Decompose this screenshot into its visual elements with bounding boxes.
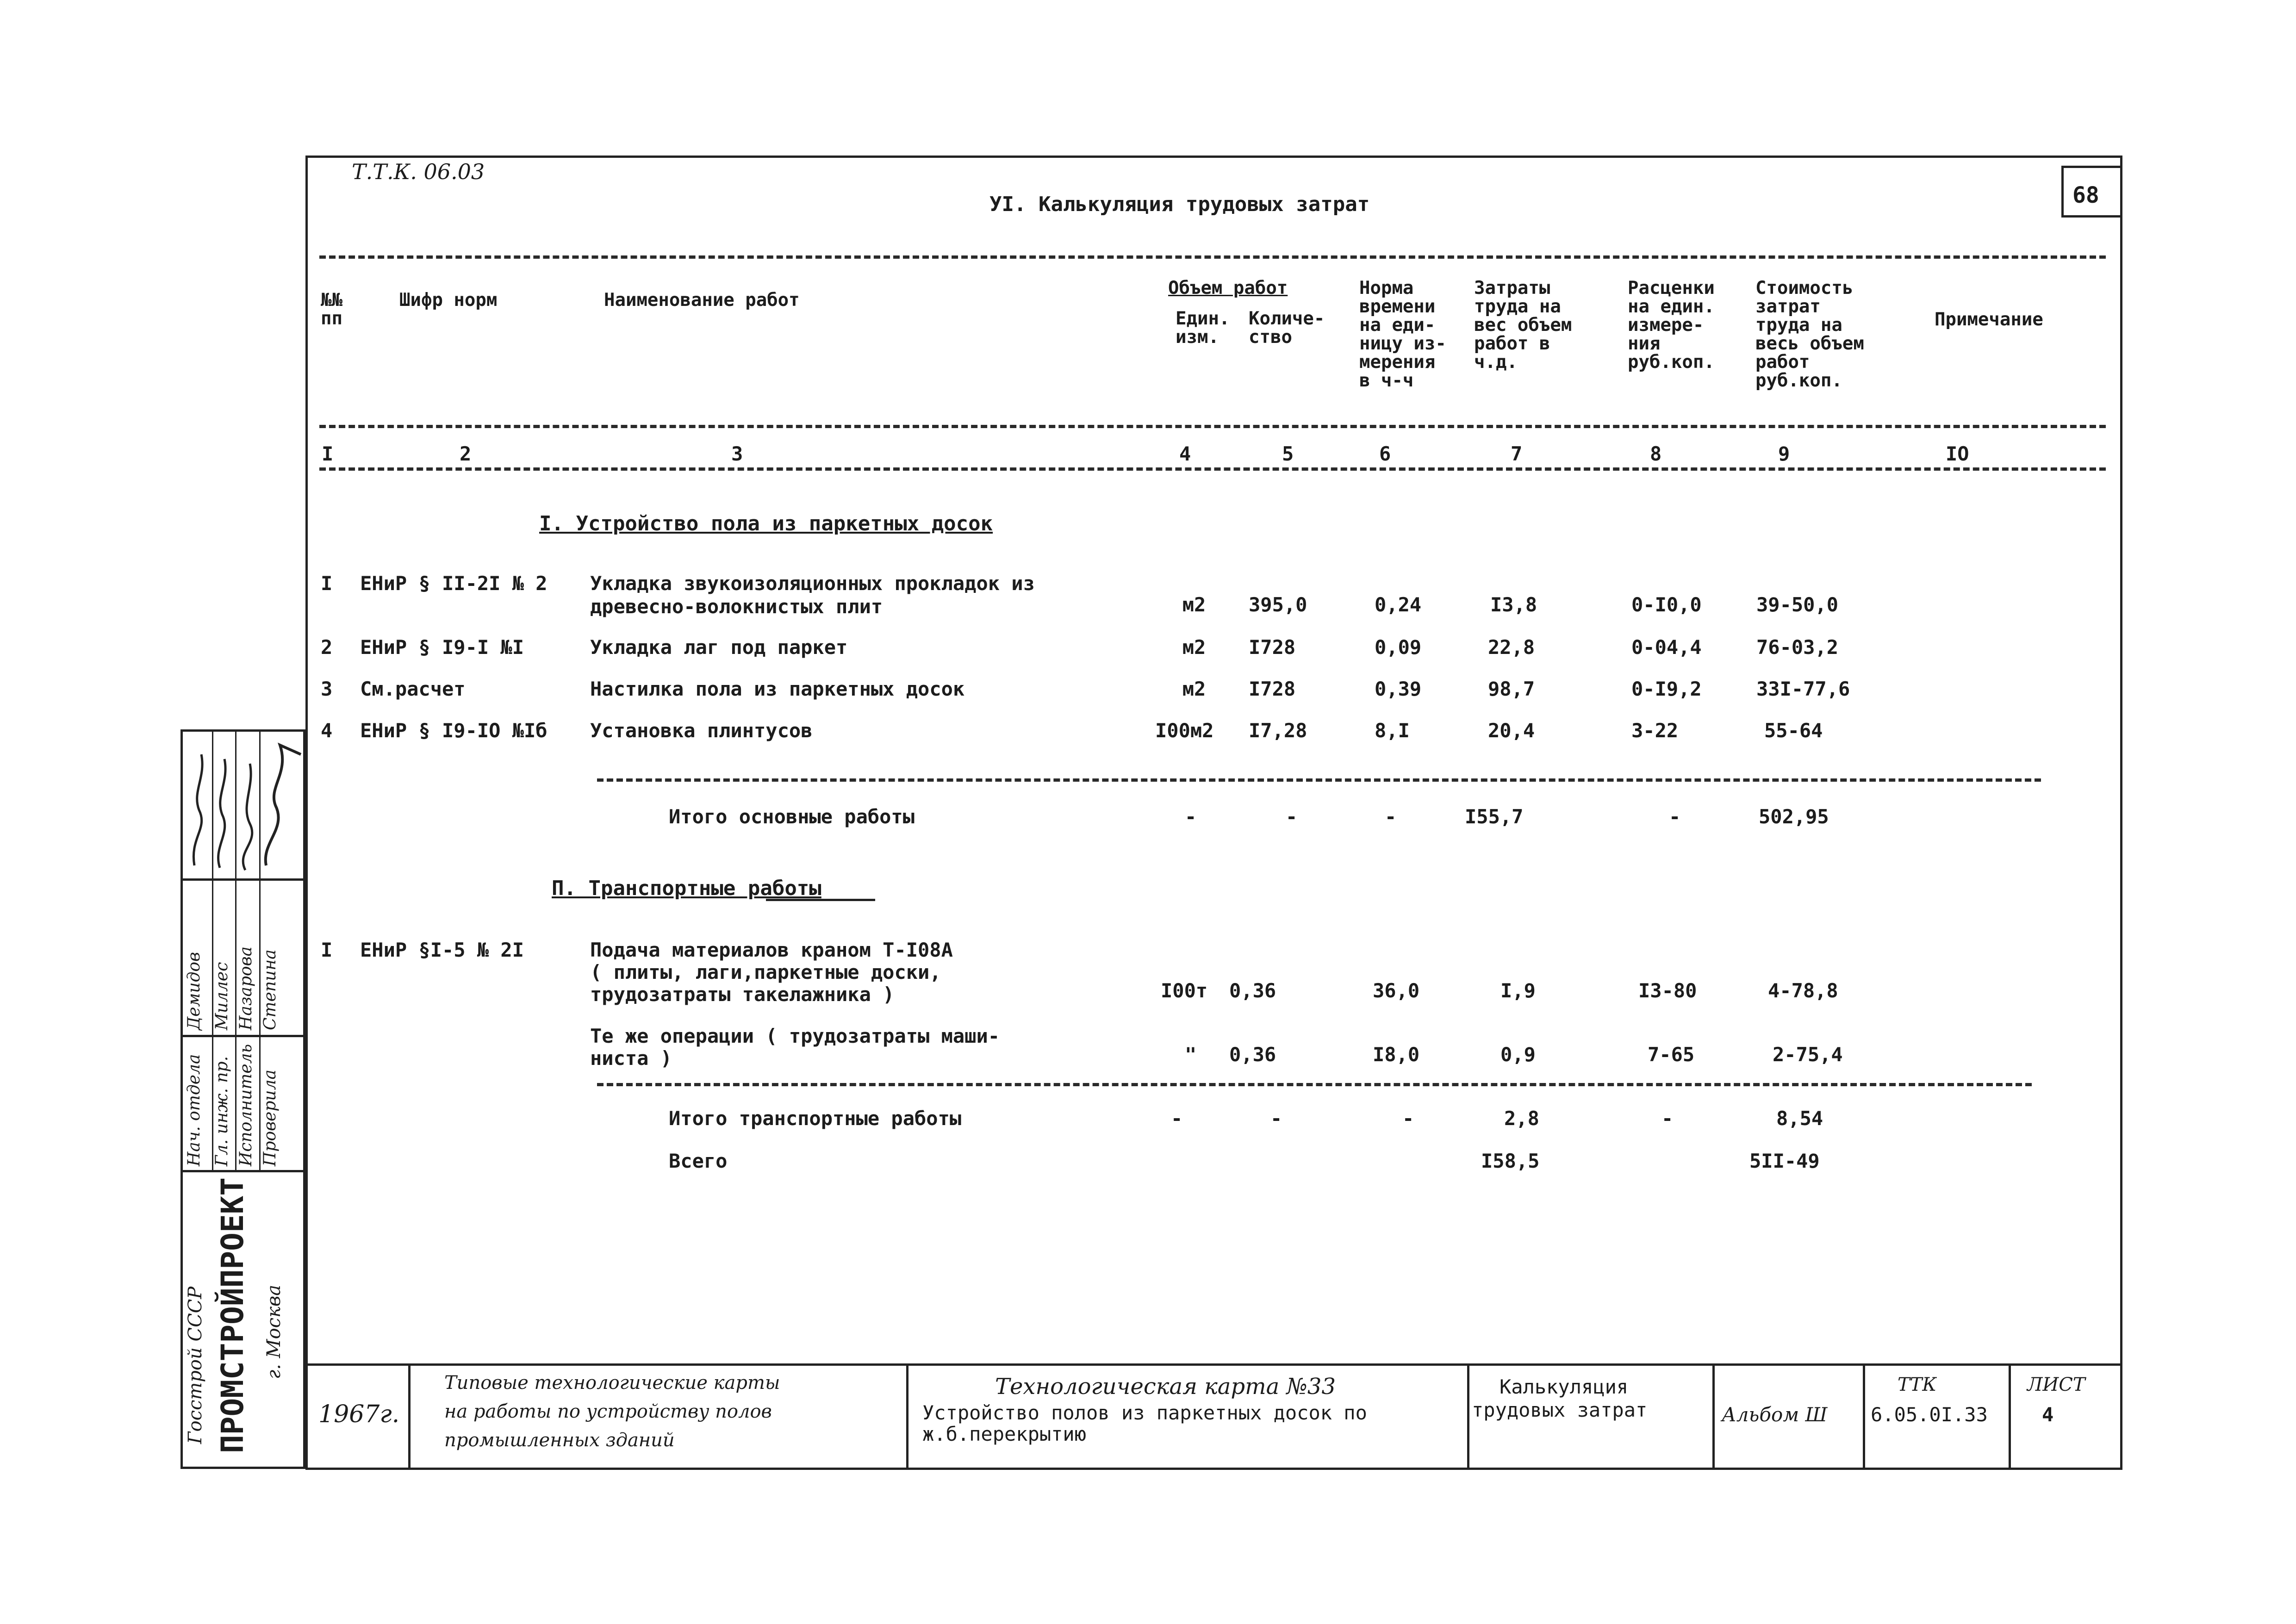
section2-total-rule <box>597 1083 2032 1086</box>
s1-row3-qty: I728 <box>1249 678 1296 700</box>
s2-row1-code: ЕНиР §I-5 № 2I <box>360 939 524 961</box>
tb-ttk-code: 6.05.0I.33 <box>1871 1403 1988 1426</box>
doc-code: Т.Т.К. 06.03 <box>352 159 485 184</box>
s2-row2-name-l1: Те же операции ( трудозатраты маши- <box>590 1025 1000 1047</box>
s2-row1-rate: I3-80 <box>1638 979 1697 1002</box>
s2-total-label: Итого транспортные работы <box>669 1107 962 1130</box>
grand-total-labor: I58,5 <box>1481 1150 1540 1172</box>
s1-row1-code: ЕНиР § II-2I № 2 <box>360 572 548 595</box>
s1-total-labor: I55,7 <box>1465 805 1524 828</box>
tb-series-l2: на работы по устройству полов <box>444 1401 772 1422</box>
s2-row1-qty: 0,36 <box>1229 979 1276 1002</box>
hdr-norm-l5: мерения <box>1359 352 1436 373</box>
s1-row2-qty: I728 <box>1249 636 1296 659</box>
hdr-rate-l2: на един. <box>1628 296 1715 317</box>
s1-row1-cost: 39-50,0 <box>1756 593 1839 616</box>
s1-row2-unit: м2 <box>1182 636 1206 659</box>
hdr-qty-l1: Количе- <box>1249 308 1325 329</box>
hdr-unit-l2: изм. <box>1176 327 1219 348</box>
hdr-qty-l2: ство <box>1249 327 1292 348</box>
tb-ttk-label: ТТК <box>1898 1374 1937 1395</box>
hdr-labor-l4: работ в <box>1474 333 1550 354</box>
s1-row2-code: ЕНиР § I9-I №I <box>360 636 524 659</box>
s2-row1-norm: 36,0 <box>1373 979 1420 1002</box>
s2-row2-rate: 7-65 <box>1648 1043 1695 1066</box>
s1-row1-unit: м2 <box>1182 593 1206 616</box>
side-role-4: Проверила <box>261 1070 280 1166</box>
tb-card-title: Технологическая карта №33 <box>995 1374 1336 1400</box>
side-div-org <box>180 1170 305 1172</box>
tb-sheet-num: 4 <box>2042 1403 2054 1426</box>
s2-row1-unit: I00т <box>1161 979 1208 1002</box>
signatures <box>180 736 305 875</box>
s1-row2-name-l1: Укладка лаг под паркет <box>590 636 848 659</box>
s2-row1-cost: 4-78,8 <box>1768 979 1838 1002</box>
s1-row2-norm: 0,09 <box>1375 636 1422 659</box>
s1-row3-norm: 0,39 <box>1375 678 1422 700</box>
s1-row4-name-l1: Установка плинтусов <box>590 719 813 742</box>
grand-total-cost: 5II-49 <box>1749 1150 1820 1172</box>
hdr-cost <box>1755 278 1864 392</box>
col-num-4: 4 <box>1179 442 1191 465</box>
tb-year: 1967г. <box>318 1400 400 1428</box>
tb-album: Альбом Ш <box>1722 1403 1828 1426</box>
hdr-cost-l2: затрат <box>1755 296 1821 317</box>
hdr-labor-l2: труда на <box>1474 296 1561 317</box>
hdr-norm-l1: Норма <box>1359 278 1414 299</box>
side-role-2: Гл. инж. пр. <box>212 1056 231 1166</box>
section1-title: I. Устройство пола из паркетных досок <box>539 512 993 535</box>
header-rule-mid <box>319 425 2106 428</box>
s2-row1-name-l2: ( плиты, лаги,паркетные доски, <box>590 961 941 983</box>
s1-row1-labor: I3,8 <box>1490 593 1537 616</box>
hdr-volume: Объем работ <box>1168 278 1288 299</box>
s1-row4-labor: 20,4 <box>1488 719 1535 742</box>
header-rule-top <box>319 255 2106 259</box>
tb-div-6 <box>2009 1363 2011 1470</box>
hdr-num-l2: пп <box>321 308 342 329</box>
hdr-labor-l5: ч.д. <box>1474 352 1518 373</box>
section1-total-rule <box>597 778 2041 782</box>
s1-row4-unit: I00м2 <box>1155 719 1214 742</box>
hdr-norm-l6: в ч-ч <box>1359 370 1414 391</box>
col-num-2: 2 <box>460 442 472 465</box>
s1-total-cost: 502,95 <box>1759 805 1829 828</box>
section2-title: П. Транспортные работы <box>552 877 821 900</box>
s1-row2-rate: 0-04,4 <box>1631 636 1702 659</box>
tb-div-1 <box>408 1363 411 1470</box>
s2-total-labor: 2,8 <box>1504 1107 1539 1130</box>
tb-card-desc-l2: ж.б.перекрытию <box>922 1423 1087 1445</box>
s1-row3-code: См.расчет <box>360 678 466 700</box>
s1-row2-cost: 76-03,2 <box>1756 636 1839 659</box>
hdr-cost-l1: Стоимость <box>1755 278 1854 299</box>
hdr-code: Шифр норм <box>399 290 498 311</box>
side-org-city: г. Москва <box>263 1284 285 1379</box>
side-name-1: Демидов <box>185 952 204 1030</box>
side-role-3: Исполнитель <box>236 1044 255 1166</box>
hdr-num <box>321 290 342 330</box>
s1-row2-num: 2 <box>321 636 333 659</box>
tb-div-2 <box>906 1363 908 1470</box>
side-role-1: Нач. отдела <box>185 1054 204 1166</box>
hdr-labor <box>1474 278 1572 373</box>
tb-div-5 <box>1863 1363 1865 1470</box>
s2-row2-unit: " <box>1185 1043 1197 1066</box>
hdr-norm-l3: на еди- <box>1359 315 1436 336</box>
s1-row4-code: ЕНиР § I9-IO №Iб <box>360 719 548 742</box>
header-rule-bottom <box>319 467 2106 471</box>
s2-row2-labor: 0,9 <box>1500 1043 1536 1066</box>
s1-row3-rate: 0-I9,2 <box>1631 678 1702 700</box>
side-div-roles <box>180 1035 305 1037</box>
s1-row3-unit: м2 <box>1182 678 1206 700</box>
hdr-cost-l5: работ <box>1755 352 1810 373</box>
s1-row4-num: 4 <box>321 719 333 742</box>
tb-series-l3: промышленных зданий <box>444 1430 675 1451</box>
s2-total-cost: 8,54 <box>1776 1107 1823 1130</box>
s1-total-norm: - <box>1385 805 1397 828</box>
section2-title-extend <box>766 899 875 901</box>
s1-total-qty: - <box>1286 805 1298 828</box>
tb-series-l1: Типовые технологические карты <box>444 1372 780 1394</box>
s1-row2-labor: 22,8 <box>1488 636 1535 659</box>
side-div-names <box>180 878 305 881</box>
tb-sheet-label: ЛИСТ <box>2027 1374 2085 1395</box>
hdr-unit <box>1176 308 1230 348</box>
s1-row4-qty: I7,28 <box>1249 719 1307 742</box>
s1-total-rate: - <box>1669 805 1681 828</box>
col-num-9: 9 <box>1778 442 1790 465</box>
side-name-2: Миллес <box>212 962 231 1030</box>
s1-total-unit: - <box>1185 805 1197 828</box>
side-name-4: Степина <box>261 949 280 1030</box>
s2-total-unit: - <box>1171 1107 1183 1130</box>
s2-row2-qty: 0,36 <box>1229 1043 1276 1066</box>
s1-row4-cost: 55-64 <box>1764 719 1823 742</box>
tb-div-4 <box>1712 1363 1715 1470</box>
col-num-7: 7 <box>1511 442 1523 465</box>
page-title: УI. Калькуляция трудовых затрат <box>989 193 1370 216</box>
hdr-name: Наименование работ <box>604 290 800 311</box>
hdr-norm-l4: ницу из- <box>1359 333 1446 354</box>
s1-row3-labor: 98,7 <box>1488 678 1535 700</box>
col-num-8: 8 <box>1650 442 1662 465</box>
col-num-5: 5 <box>1282 442 1294 465</box>
col-num-3: 3 <box>731 442 743 465</box>
s2-row1-name-l3: трудозатраты такелажника ) <box>590 983 895 1006</box>
s2-row2-cost: 2-75,4 <box>1773 1043 1843 1066</box>
hdr-cost-l6: руб.коп. <box>1755 370 1842 391</box>
s1-row3-cost: 33I-77,6 <box>1756 678 1850 700</box>
s1-row3-num: 3 <box>321 678 333 700</box>
hdr-labor-l3: вес объем <box>1474 315 1572 336</box>
hdr-rate <box>1628 278 1715 373</box>
page-number: 68 <box>2072 182 2099 208</box>
hdr-norm <box>1359 278 1446 392</box>
col-num-1: I <box>322 442 334 465</box>
col-num-6: 6 <box>1379 442 1391 465</box>
s1-row1-norm: 0,24 <box>1375 593 1422 616</box>
hdr-num-l1: №№ <box>321 290 342 311</box>
hdr-rate-l4: ния <box>1628 333 1661 354</box>
s2-total-rate: - <box>1661 1107 1674 1130</box>
s1-total-label: Итого основные работы <box>669 805 915 828</box>
s2-total-qty: - <box>1270 1107 1282 1130</box>
s1-row1-num: I <box>321 572 333 595</box>
s1-row1-qty: 395,0 <box>1249 593 1307 616</box>
tb-section-l2: трудовых затрат <box>1472 1399 1648 1421</box>
hdr-rate-l1: Расценки <box>1628 278 1715 299</box>
side-name-3: Назарова <box>236 946 255 1030</box>
hdr-cost-l3: труда на <box>1755 315 1842 336</box>
s2-row2-norm: I8,0 <box>1373 1043 1420 1066</box>
s1-row3-name-l1: Настилка пола из паркетных досок <box>590 678 965 700</box>
hdr-cost-l4: весь объем <box>1755 333 1864 354</box>
s2-row1-labor: I,9 <box>1500 979 1536 1002</box>
hdr-note: Примечание <box>1935 309 2043 330</box>
s1-row4-norm: 8,I <box>1375 719 1410 742</box>
hdr-qty <box>1249 308 1325 348</box>
tb-section-l1: Калькуляция <box>1500 1375 1629 1398</box>
s1-row1-name-l2: древесно-волокнистых плит <box>590 595 883 618</box>
hdr-rate-l3: измере- <box>1628 315 1704 336</box>
s1-row1-name-l1: Укладка звукоизоляционных прокладок из <box>590 572 1035 595</box>
s2-row2-name-l2: ниста ) <box>590 1047 672 1070</box>
side-org-name: ПРОМСТРОЙПРОЕКТ <box>215 1177 250 1453</box>
hdr-rate-l5: руб.коп. <box>1628 352 1715 373</box>
s2-row1-name-l1: Подача материалов краном Т-I08А <box>590 939 953 961</box>
s2-total-norm: - <box>1402 1107 1414 1130</box>
s1-row1-rate: 0-I0,0 <box>1631 593 1702 616</box>
side-org-top: Госстрой СССР <box>185 1286 206 1444</box>
hdr-unit-l1: Един. <box>1176 308 1230 329</box>
grand-total-label: Всего <box>669 1150 728 1172</box>
s1-row4-rate: 3-22 <box>1631 719 1679 742</box>
hdr-norm-l2: времени <box>1359 296 1436 317</box>
tb-card-desc-l1: Устройство полов из паркетных досок по <box>922 1401 1367 1424</box>
col-num-10: IO <box>1946 442 1969 465</box>
tb-div-3 <box>1467 1363 1469 1470</box>
s2-row1-num: I <box>321 939 333 961</box>
hdr-labor-l1: Затраты <box>1474 278 1550 299</box>
